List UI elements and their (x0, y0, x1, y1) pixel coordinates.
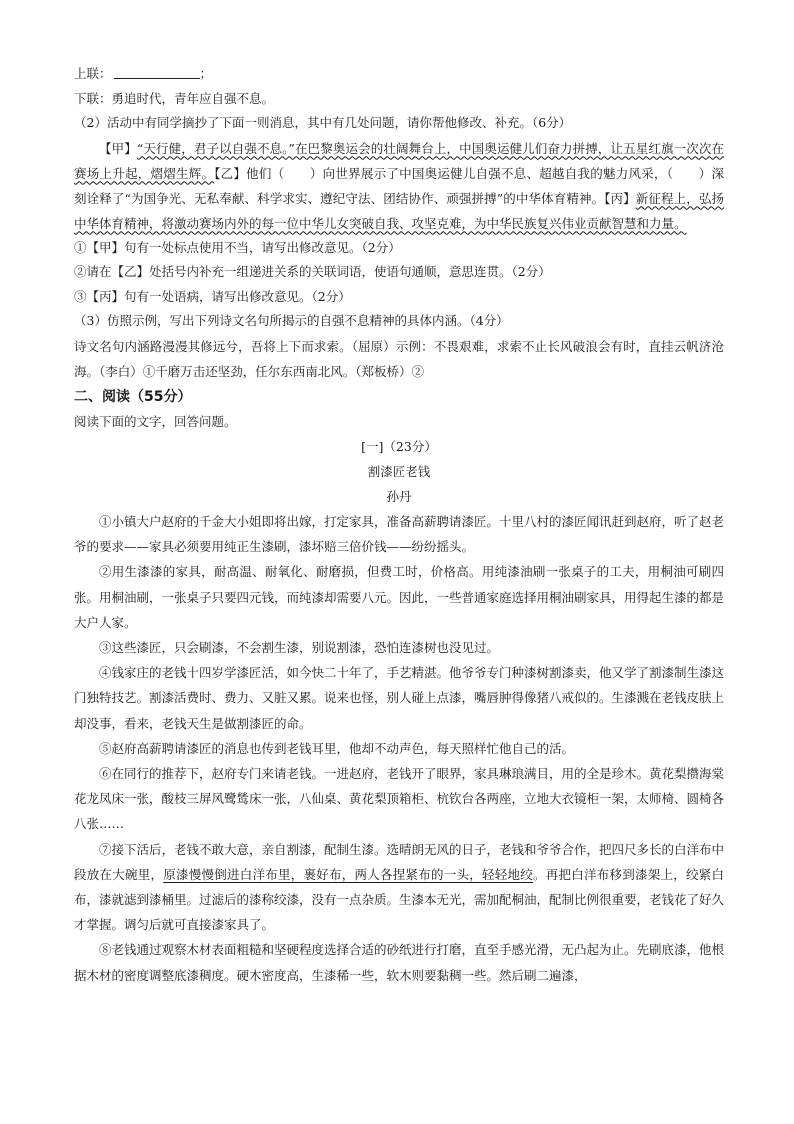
q3-intro: （3）仿照示例，写出下列诗文名句所揭示的自强不息精神的具体内涵。（4分） (74, 313, 509, 328)
shanglian-blank[interactable] (114, 64, 200, 79)
yi-tag: 【乙】 (214, 165, 247, 181)
xialian-line: 下联：勇追时代，青年应自强不息。 (74, 90, 275, 106)
paragraph-3: ③这些漆匠，只会刷漆，不会割生漆，别说割漆，恐怕连漆树也没见过。 (99, 640, 500, 656)
part-label: [一]（23分） (361, 439, 437, 454)
jia-tag: 【甲】 (99, 140, 137, 156)
paragraph-5: ⑤赵府高薪聘请漆匠的消息也传到老钱耳里，他却不动声色，每天照样忙他自己的活。 (99, 740, 575, 756)
paragraph-6: ⑥在同行的推荐下，赵府专门来请老钱。一进赵府，老钱开了眼界，家具琳琅满目，用的全是珍木。黄花梨攒海棠花龙凤床一张，酸枝三屏风鹭鸶床一张，八仙桌、黄花梨顶箱柜、杭钦台各两座，立地大衣镜柜一架，太师椅、圆椅各八张…… (74, 766, 725, 832)
q3-text: 诗文名句内涵路漫漫其修远兮，吾将上下而求索。（屈原）示例：不畏艰难，求索不止长风破浪会有时，直挂云帆济沧海。（李白）①千磨万击还坚劲，任尔东西南北风。（郑板桥）② (74, 338, 724, 379)
story-author: 孙丹 (386, 489, 412, 504)
q2-news-passage (74, 136, 724, 236)
q2-sub3: ③【丙】句有一处语病，请写出修改意见。（2分） (74, 288, 351, 304)
paragraph-2: ②用生漆漆的家具，耐高温、耐氧化、耐磨损，但费工时，价格高。用纯漆油刷一张桌子的工夫，用桐油可刷四张。用桐油刷，一张桌子只要四元钱，而纯漆却需要八元。因此，一些普通家庭选择用桐油刷家具，用得起生漆的都是大户人家。 (74, 564, 725, 630)
paragraph-7-before: ⑦接下活后，老钱不敢大意，亲自割漆，配制生漆。选晴朗无风的日子，老钱和爷爷合作，把四尺多长的白洋布中段放在大碗里， (74, 841, 725, 882)
section-title: 二、阅读（55分） (74, 388, 192, 405)
jia-sentence: “天行健，君子以自强不息。”在巴黎奥运会的壮阔舞台上，中国奥运健儿们奋力拼搏，让五星红旗一次次在赛场上升起，熠熠生辉。 (74, 140, 724, 181)
q2-sub1: ①【甲】句有一处标点使用不当，请写出修改意见。（2分） (74, 239, 401, 255)
document-page (74, 62, 724, 988)
yi-sentence: 他们（ ）向世界展示了中国奥运健儿自强不息、超越自我的魅力风采，（ ）深刻诠释了“为国争光、无私奉献、科学求实、遵纪守法、团结协作、顽强拼搏”的中华体育精神。 (74, 165, 724, 206)
paragraph-7-after: 。再把白洋布移到漆架上，绞紧白布，漆就滤到漆桶里。过滤后的漆称绞漆，没有一点杂质。生漆本无光，需加配桐油，配制比例很重要，老钱花了好久才掌握。调匀后就可直接漆家具了。 (74, 866, 725, 933)
paragraph-4: ④钱家庄的老钱十四岁学漆匠活，如今快二十年了，手艺精湛。他爷爷专门种漆树割漆卖，他又学了割漆制生漆这门独特技艺。割漆活费时、费力、又脏又累。说来也怪，别人碰上点漆，嘴唇肿得像猪八戒似的。生漆溅在老钱皮肤上却没事，看来，老钱天生是做割漆匠的命。 (74, 665, 725, 731)
shanglian-line (74, 62, 724, 87)
paragraph-8: ⑧老钱通过观察木材表面粗糙和坚硬程度选择合适的砂纸进行打磨，直至手感光滑，无凸起为止。先刷底漆，他根据木材的密度调整底漆稠度。硬木密度高，生漆稀一些，软木则要黏稠一些。然后刷二遍漆， (74, 942, 725, 983)
bing-tag: 【丙】 (604, 190, 636, 206)
q2-sub2: ②请在【乙】处括号内补充一组递进关系的关联词语，使语句通顺，意思连贯。（2分） (74, 264, 551, 279)
paragraph-7-underlined: 原漆慢慢倒进白洋布里，裹好布，两人各捏紧布的一头，轻轻地绞 (163, 866, 533, 882)
shanglian-label: 上联： (74, 66, 112, 81)
q2-intro: （2）活动中有同学摘抄了下面一则消息，其中有几处问题，请你帮他修改、补充。（6分） (74, 115, 572, 130)
paragraph-1: ①小镇大户赵府的千金大小姐即将出嫁，打定家具，准备高薪聘请漆匠。十里八村的漆匠闻讯赶到赵府，听了赵老爷的要求——家具必须要用纯正生漆刷，漆坏赔三倍价钱——纷纷摇头。 (74, 514, 725, 555)
story-title: 割漆匠老钱 (367, 464, 431, 479)
bing-sentence: 新征程上，弘扬中华体育精神，将激动赛场内外的每一位中华儿女突破自我、攻坚克难，为中华民族复兴伟业贡献智慧和力量。 (74, 190, 724, 231)
paragraph-7 (74, 837, 724, 938)
reading-instruction: 阅读下面的文字，回答问题。 (74, 413, 237, 429)
shanglian-end: ； (199, 66, 213, 81)
